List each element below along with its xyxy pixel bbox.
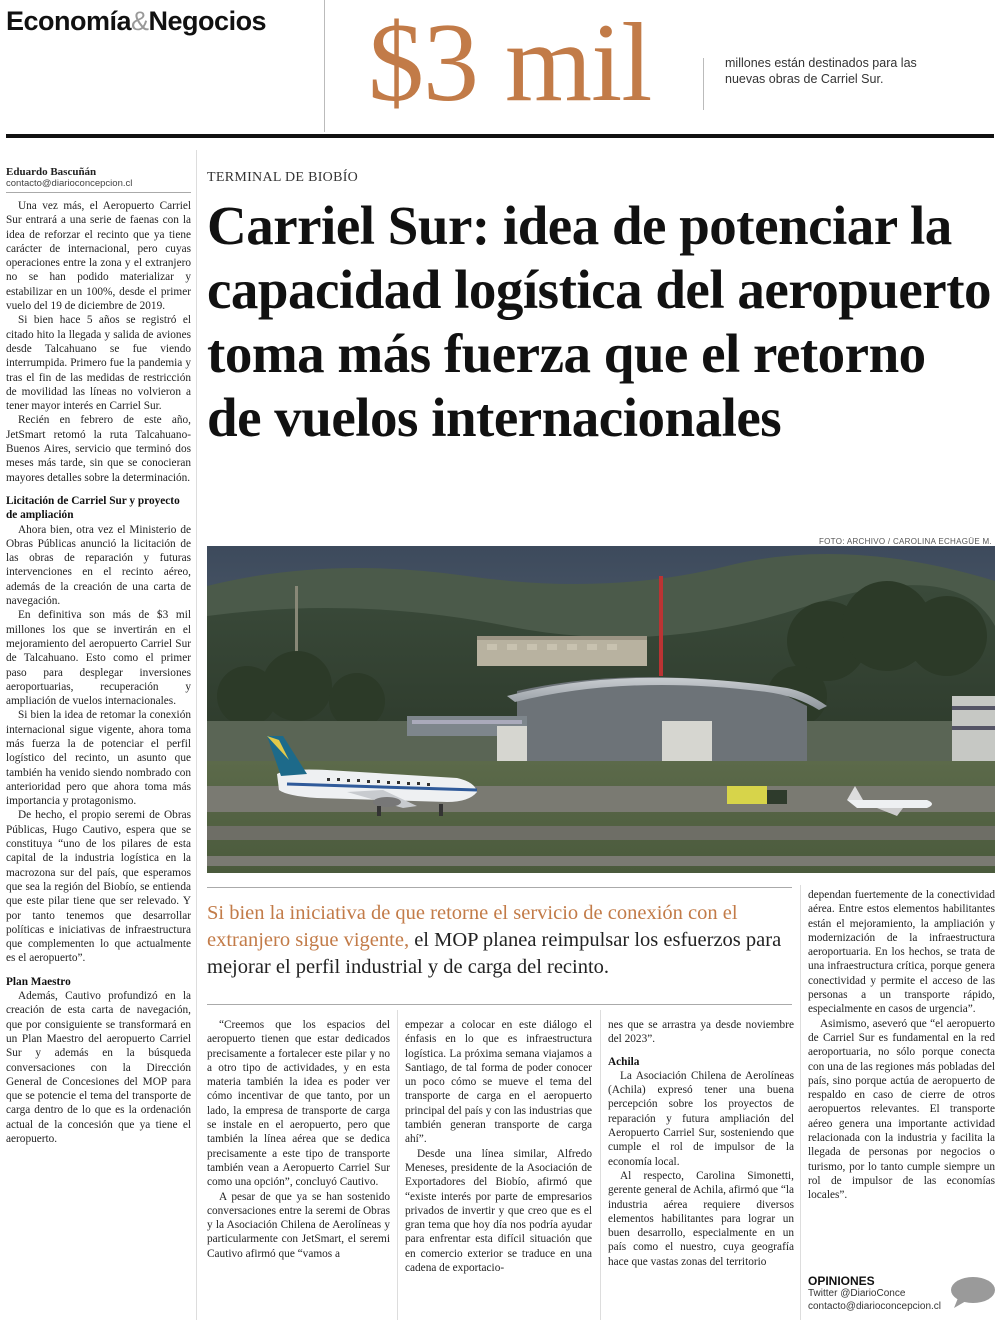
- section-title-part1: Economía: [6, 6, 132, 36]
- paragraph: Si bien la idea de retomar la conexión internacional sigue vigente, ahora toma más fuerza la de potenciar el perfil logístico del recinto, un asunto que también ha venido siendo nombrado con anterioridad pero que ahora toma más importancia y protagonismo.: [6, 709, 191, 808]
- airport-photo: [207, 546, 995, 873]
- pullquote: [207, 900, 792, 981]
- paragraph: Asimismo, aseveró que “el aeropuerto de Carriel Sur es fundamental en la red aeroportuaria, no sólo porque conecta con una de las regiones más pobladas del país, sino porque actúa de aeropuerto de respaldo en caso de cierre de otros aeropuertos relevantes. El transporte aéreo genera una importante actividad relacionada con la industria y facilita la llegada de personas por negocios o turismo, por lo tanto cumple siempre un rol de impulsor de las economías locales”.: [808, 1017, 995, 1202]
- header-rule: [6, 134, 994, 138]
- big-figure: $3 mil: [368, 1, 652, 125]
- subhead: Plan Maestro: [6, 975, 71, 988]
- pullquote-rule: [207, 887, 792, 888]
- body-column-2: [207, 1018, 390, 1261]
- headline-part: Carriel Sur: [207, 195, 472, 256]
- paragraph: nes que se arrastra ya desde noviembre del 2023”.: [608, 1019, 794, 1046]
- opiniones-twitter[interactable]: Twitter @DiarioConce: [808, 1288, 906, 1299]
- pullquote-highlight: Si bien la iniciativa de que retorne el servicio de conexión con el extranjero sigue vigente,: [207, 902, 738, 951]
- photo-credit: FOTO: ARCHIVO / CAROLINA ECHAGÜE M.: [818, 537, 992, 546]
- author-email[interactable]: contacto@diarioconcepcion.cl: [6, 178, 133, 189]
- column-divider: [600, 1010, 601, 1320]
- paragraph: De hecho, el propio seremi de Obras Públicas, Hugo Cautivo, espera que se constituya “uno de los pilares de esta capital de la industria logística en la macrozona sur del país, que esperamos que sea la región del Biobío, se entienda que este pilar tiene que ser relevado. Y por tanto tenemos que desarrollar políticas e iniciativas de infraestructura que complementen lo que actualmente es el aeropuerto”.: [6, 809, 191, 965]
- subhead: Licitación de Carriel Sur y proyecto de ampliación: [6, 494, 180, 522]
- column-divider: [196, 150, 197, 1320]
- headline-part: internacionales: [431, 387, 782, 448]
- section-title-amp: &: [131, 6, 149, 36]
- body-column-5: [808, 888, 995, 1203]
- column-divider: [800, 885, 801, 1320]
- paragraph: Al respecto, Carolina Simonetti, gerente general de Achila, afirmó que “la industria aérea requiere diversos elementos habilitantes para lograr un buen desarrollo, especialmente en un país como el nuestro, cuya geografía hace que vastas zonas del territorio: [608, 1169, 794, 1268]
- column-divider: [397, 1010, 398, 1320]
- paragraph: Si bien hace 5 años se registró el citado hito la llegada y salida de aviones desde Talcahuano se fue viendo interrumpida. Primero fue la pandemia y tras el fin de las medidas de restricción de movilidad las líneas no volvieron a tener mayor interés en Carriel Sur.: [6, 314, 191, 413]
- paragraph: La Asociación Chilena de Aerolíneas (Achila) expresó tener una buena percepción sobre los proyectos de reparación y futura ampliación del Aeropuerto Carriel Sur, sosteniendo que cumple el rol de impulsor de la economía local.: [608, 1069, 794, 1168]
- paragraph: Una vez más, el Aeropuerto Carriel Sur entrará a una serie de faenas con la idea de reforzar el recinto que ya tiene carácter de internacional, pero cuyas operaciones entre la zona y el extranjero no se han podido materializar y estabilizar en un 100%, desde el primer vuelo del 19 de diciembre de 2019.: [6, 200, 191, 313]
- section-title-part2: Negocios: [148, 6, 267, 36]
- headline-part: toma más fuerza que el retorno: [207, 323, 926, 384]
- section-title: [6, 6, 266, 37]
- pullquote-rest: el MOP planea reimpulsar los esfuerzos para mejorar el perfil industrial y de carga del recinto.: [207, 929, 782, 978]
- paragraph: Desde una línea similar, Alfredo Meneses, presidente de la Asociación de Exportadores del Biobío, afirmó que “existe interés por parte de empresarios privados de invertir y que creo que es el gran tema que hoy día nos podría ayudar para enfrentar esta difícil situación que en comercio exterior se traduce en una cadena de exportacio-: [405, 1147, 592, 1275]
- headline: [207, 194, 992, 450]
- body-column-4: [608, 1018, 794, 1269]
- paragraph: En definitiva son más de $3 mil millones los que se invertirán en el mejoramiento del aeropuerto Carriel Sur de Talcahuano. Esto como el primer paso para desplegar inversiones aeroportuarias, recuperación y ampliación de vuelos internacionales.: [6, 609, 191, 708]
- author: Eduardo Bascuñán: [6, 166, 97, 178]
- header-divider-2: [703, 58, 704, 110]
- subhead: Achila: [608, 1055, 640, 1068]
- paragraph: empezar a colocar en este diálogo el énfasis en lo que es infraestructura logística. La próxima semana viajamos a Santiago, de tal forma de poder conocer un poco cómo se mueve el tema del transporte de carga en el aeropuerto principal del país y con las industrias que también generan transporte de carga ahí”.: [405, 1019, 592, 1146]
- paragraph: Recién en febrero de este año, JetSmart retomó la ruta Talcahuano-Buenos Aires, servicio que terminó dos meses más tarde, sin que se conocieran mayores detalles sobre la determinación.: [6, 414, 191, 484]
- kicker: TERMINAL DE BIOBÍO: [207, 170, 359, 185]
- opiniones-title: OPINIONES: [808, 1274, 875, 1288]
- headline-part: : idea de potenciar la capacidad logística del aeropuerto: [207, 195, 992, 320]
- paragraph: Ahora bien, otra vez el Ministerio de Obras Públicas anunció la licitación de las obras de reparación y futuras intervenciones en el recinto aéreo, además de la creación de una carta de navegación.: [6, 523, 191, 608]
- big-figure-caption: millones están destinados para las nuevas obras de Carriel Sur.: [725, 56, 917, 86]
- body-column-3: [405, 1018, 592, 1275]
- opiniones-email[interactable]: contacto@diarioconcepcion.cl: [808, 1300, 942, 1312]
- byline-rule: [6, 192, 191, 193]
- paragraph: Además, Cautivo profundizó en la creación de esta carta de navegación, que por consiguiente se transformará en un Plan Maestro del aeropuerto Carriel Sur y además en la búsqueda conversaciones con la Dirección General de Concesiones del MOP para que se potencie el tema del transporte de carga dentro de lo que es la ordenación actual de la concesión que ya tiene el aeropuerto.: [6, 990, 191, 1145]
- header-divider-1: [324, 0, 325, 132]
- speech-bubble-icon: [950, 1276, 996, 1315]
- pullquote-rule: [207, 1004, 792, 1005]
- headline-part: de vuelos: [207, 387, 432, 448]
- left-column: [6, 166, 191, 1146]
- paragraph: “Creemos que los espacios del aeropuerto tienen que estar dedicados precisamente a fortalecer este pilar y no a otro tipo de actividades, y en esta materia también la idea es poder ver cómo incentivar de que tanto, por un lado, la empresa de transporte de carga se instale en el aeropuerto, pero que también la línea aérea que se dedica precisamente a este tipo de transporte también vean a Aeropuerto Carriel Sur como una opción”, concluyó Cautivo.: [207, 1019, 390, 1189]
- paragraph: A pesar de que ya se han sostenido conversaciones entre la seremi de Obras y la Asociación Chilena de Aerolíneas y particularmente con JetSmart, el seremi Cautivo afirmó que “vamos a: [207, 1190, 390, 1260]
- paragraph: dependan fuertemente de la conectividad aérea. Entre estos elementos habilitantes están el mejoramiento, la ampliación y modernización de la infraestructura aeroportuaria. En los hechos, se trata de una infraestructura crítica, porque genera conectividad y permite el acceso de las personas a un transporte rápido, especialmente en casos de urgencia”.: [808, 889, 995, 1016]
